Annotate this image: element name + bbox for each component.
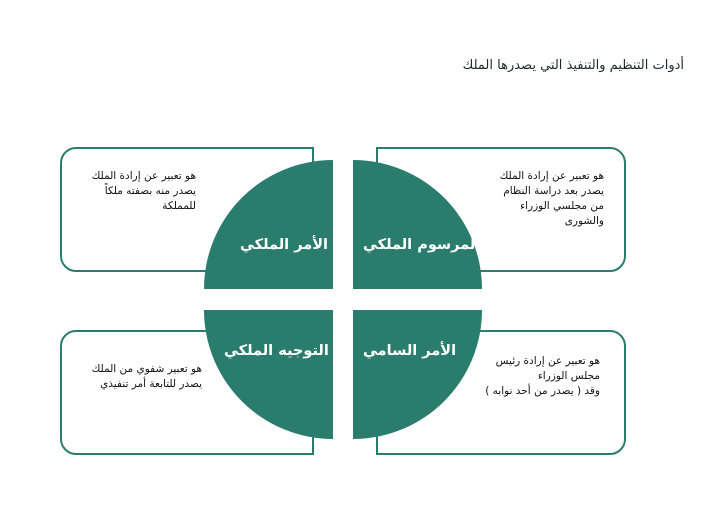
high-order-description: هو تعبير عن إرادة رئيس مجلس الوزراء وقد ( يصدر من أحد نوابه ) [485, 355, 600, 397]
high-order-label: الأمر السامي [363, 343, 457, 359]
diagram-title: أدوات التنظيم والتنفيذ التي يصدرها الملك [462, 58, 684, 73]
royal-decree-label: المرسوم الملكي [363, 237, 481, 253]
royal-order-description: هو تعبير عن إرادة الملك يصدر منه بصفته ملكاً للمملكة [91, 170, 196, 212]
royal-directive-description: هو تعبير شفوي من الملك يصدر للتابعة أمر تنفيذي [91, 363, 202, 390]
royal-directive-label: التوجيه الملكي [224, 343, 329, 359]
royal-decree-description: هو تعبير عن إرادة الملك يصدر بعد دراسة النظام من مجلسي الوزراء والشورى [499, 170, 604, 227]
royal-order-label: الأمر الملكي [240, 237, 328, 253]
